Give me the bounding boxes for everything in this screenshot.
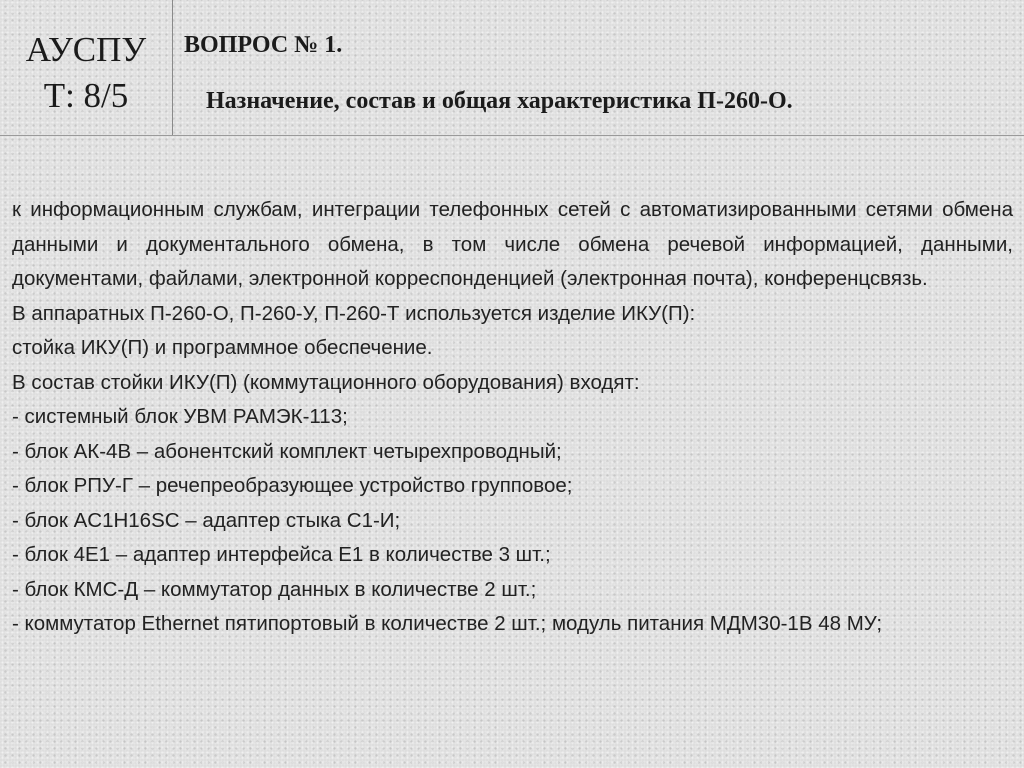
rack-line: стойка ИКУ(П) и программное обеспечение.	[12, 336, 433, 359]
list-item: - системный блок УВМ РАМЭК-113;	[12, 405, 348, 428]
slide-body	[12, 193, 1013, 642]
list-item: - блок КМС-Д – коммутатор данных в количестве 2 шт.;	[12, 577, 537, 601]
composition-line: В состав стойки ИКУ(П) (коммутационного оборудования) входят:	[12, 370, 640, 394]
question-title: Назначение, состав и общая характеристика П-260-О.	[206, 88, 793, 114]
course-code: АУСПУ	[25, 30, 147, 69]
question-number: ВОПРОС № 1.	[184, 32, 343, 58]
apparatus-line: В аппаратных П-260-О, П-260-У, П-260-Т используется изделие ИКУ(П):	[12, 301, 696, 325]
intro-paragraph: к информационным службам, интеграции телефонных сетей с автоматизированными сетями обмена данными и документального обмена, в том числе обмена речевой информацией, данными, документами, файлами, электронной корреспонденцией (электронная почта), конференцсвязь.	[12, 198, 1013, 290]
topic-number: Т: 8/5	[43, 76, 129, 115]
list-item: - блок АК-4В – абонентский комплект четырехпроводный;	[12, 439, 562, 463]
course-code-box	[0, 0, 173, 135]
list-item-last: - коммутатор Ethernet пятипортовый в количестве 2 шт.; модуль питания МДМ30-1В 48 МУ;	[12, 612, 883, 635]
list-item: - блок AC1H16SC – адаптер стыка С1-И;	[12, 508, 401, 532]
list-item: - блок РПУ-Г – речепреобразующее устройство групповое;	[12, 474, 573, 497]
slide-header	[0, 0, 1024, 136]
list-item: - блок 4E1 – адаптер интерфейса Е1 в количестве 3 шт.;	[12, 543, 551, 566]
